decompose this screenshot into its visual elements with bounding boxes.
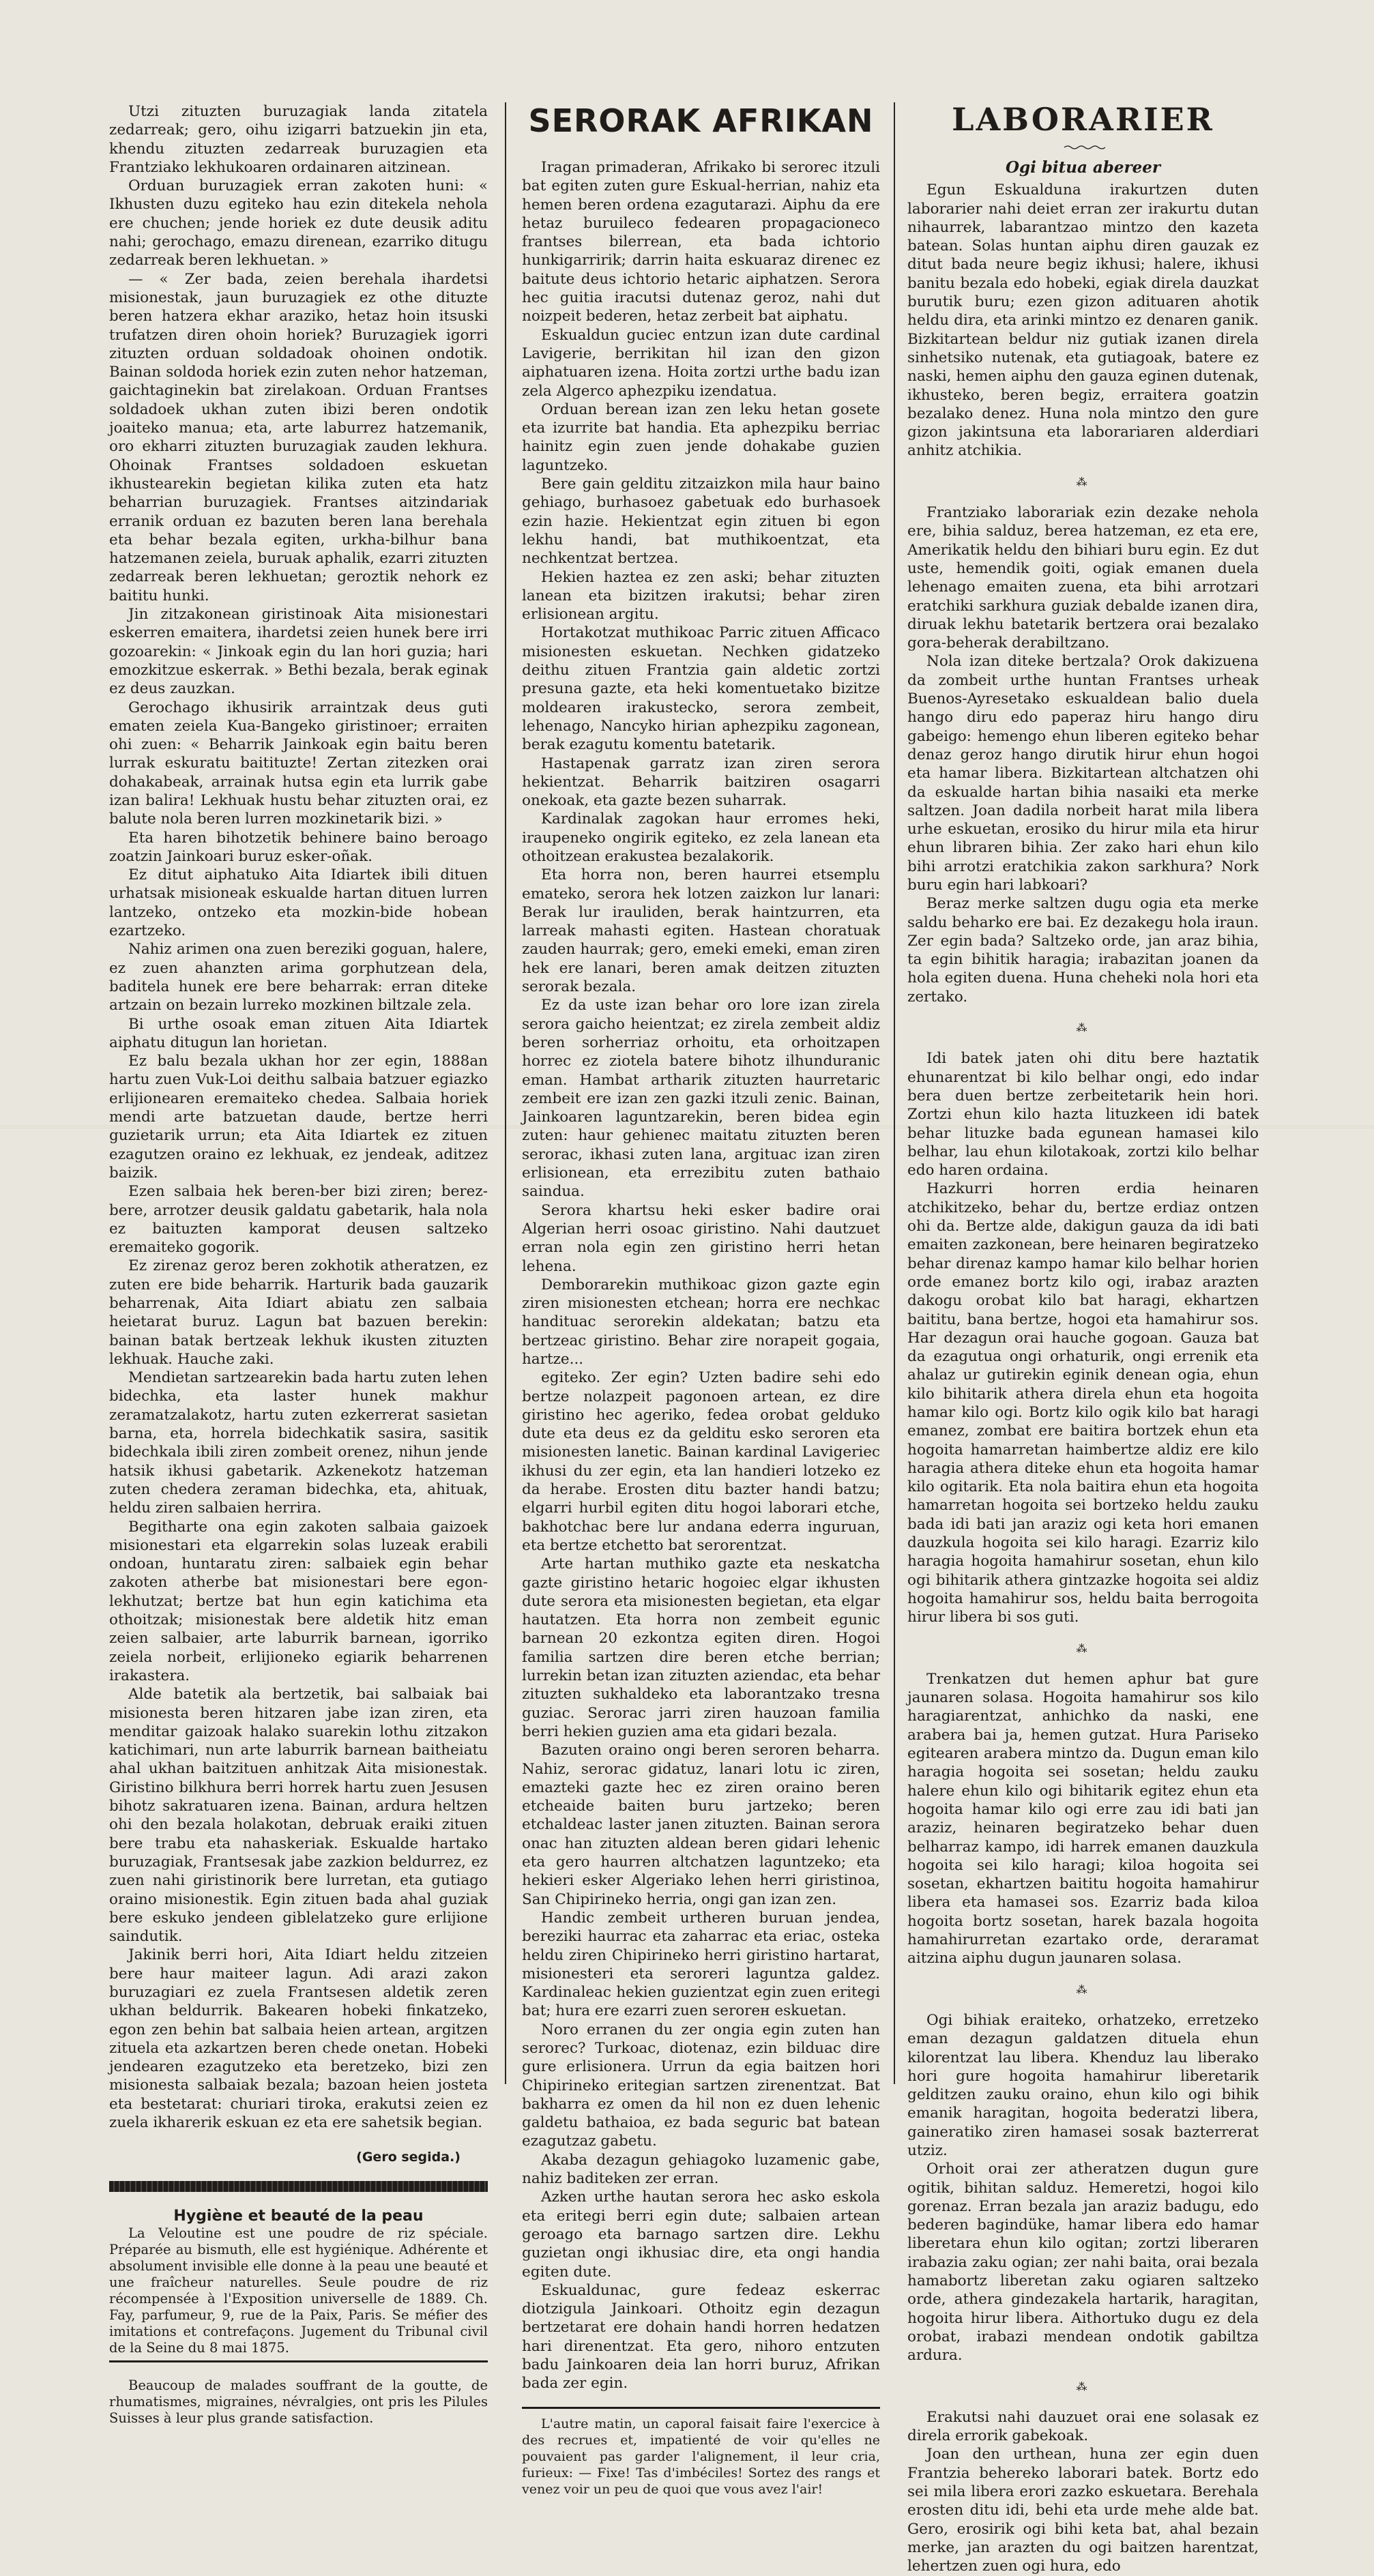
paragraph: Ez balu bezala ukhan hor zer egin, 1888an hartu zuen Vuk-Loi deithu salbaia batzuer egiazko erlijionearen eremaiteko chedea. Salbaia horiek mendi arte batzuetan daude, bertze herri guzietarik urrun; eta Aita Idiartek ez zituen ezagutzen oraino ez lekhuak, ez jendeak, aditzez baizik. xyxy=(109,1053,488,1182)
paragraph: egiteko. Zer egin? Uzten badire sehi edo bertze nolazpeit pagonoen artean, ez dire giristino hec ageriko, fedea orobat gelduko dute eta deus ez da gelditu esko seroren eta misionesten lanetic. Bainan kardinal Lavigeriec ikhusi du zer egin, eta lan handieri lotzeko ez da herabe. Erosten ditu bazter handi batzu; elgarri hurbil egiten ditu hogoi laborari etche, bakhotchac bere lur andana ederra inguruan, eta bertze etchetto bat serorentzat. xyxy=(522,1369,880,1554)
paragraph: Bere gain gelditu zitzaizkon mila haur baino gehiago, burhasoez gabetuak edo burhasoek ezin hazie. Hekientzat egin zituen bi egon lekhu handi, bat muthikoentzat, eta nechkentzat bertzea. xyxy=(522,475,880,568)
paragraph: Serora khartsu heki esker badire orai Algerian herri osoac giristino. Nahi dautzuet erran nola egin zen giristino herri hetan lehena. xyxy=(522,1201,880,1275)
paragraph: Hortakotzat muthikoac Parriс zituen Afficaco misionesten eskuetan. Nechken gidatzeko deithu zituen Frantzia gain aldetic zortzi presuna gazte, eta heki komentuetako bizitze moldearen irakustecko, serora zembeit, lehenago, Nancyko hirian aphezpiku zagonean, berak ezagutu komentu batetarik. xyxy=(522,624,880,754)
column-left-paragraphs xyxy=(109,102,488,2132)
paragraph: Hekien haztea ez zen aski; behar zituzten lanean eta bizitzen irakutsi; behar ziren erlisionean argitu. xyxy=(522,568,880,624)
paragraph: Ez zirenaz geroz beren zokhotik atheratzen, ez zuten ere bide beharrik. Harturik bada gauzarik beharrenak, Aita Idiart abiatu zen salbaia heietarat buruz. Lagun bat bazuen berekin: bainan batak bertzeak lekhuk ikusten zituzten lekhuak. Hauche zaki. xyxy=(109,1257,488,1368)
column-right xyxy=(907,158,1259,2576)
asterism-5: ⁂ xyxy=(1076,2380,1090,2393)
column-middle xyxy=(522,158,880,2498)
asterism-1: ⁂ xyxy=(1076,475,1090,488)
paragraph: — « Zer bada, zeien berehala ihardetsi misionestak, jaun buruzagiek ez othe dituzte beren hatzera ekhar araziko, hetaz hoin itsuski trufatzen diren ohoin horiek? Buruzagiek igorri zituzten orduan soldadoak ohoinen ondotik. Bainan soldoda horiek ezin zuten nehor hatzeman, gaichtaginekin bat zirelakoan. Orduan Frantses soldadoek ukhan zuten ibizi beren ondotik joaiteko manua; eta, arte laburrez hatzemanik, oro ekharri zituzten buruzagiak zauden lekhura. Ohoinak Frantses soldadoen eskuetan ikhustearekin begietan kilika zuten eta hatz beharrian buruzagiek. Frantses aitzindariak erranik orduan ez bazuten beren lana berehala eta behar bezala egiten, urkha-bilhur bana hatzemanen zeiela, buruak aphalik, ezarri zituzten zedarreak beren lekhuetan; geroztik nehork ez baititu hunki. xyxy=(109,270,488,604)
paragraph: Orhoit orai zer atheratzen dugun gure ogitik, bihitan salduz. Hemeretzi, hogoi kilo gorenaz. Erran bezala jan araziz badugu, edo bederen bagindüke, hamar libera edo hamar liberetara ehun kilo ogitan; zortzi liberaren irabazia zaku ogian; zer nahi baita, orai bezala hamabortz liberetan zaku ogiaren saltzeko orde, athera gindezakela hartarik, haragitan, hogoita hirur libera. Aithortuko dugu ez dela orobat, irabazi mendean ondotik gabiltza ardura. xyxy=(907,2161,1259,2365)
section-6 xyxy=(907,2408,1259,2576)
anecdote-text: L'autre matin, un caporal faisait faire l'exercice à des recrues et, impatienté de voir qu'elles ne pouvaient pas garder l'alignement, il leur cria, furieux: — Fixe! Tas d'imbéciles! Sortez des rangs et venez voir un peu de quoi que vous avez l'air! xyxy=(522,2416,880,2497)
paragraph: Hastapenak garratz izan ziren serora hekientzat. Beharrik baitziren osagarri onekoak, eta gazte bezen suharrak. xyxy=(522,755,880,810)
column-middle-paragraphs xyxy=(522,158,880,2393)
paragraph: Iragan primaderan, Afrikako bi serorec itzuli bat egiten zuten gure Eskual-herrian, nahiz eta hemen beren ordena ezagutarazi. Aiphu da ere hetaz buruileco fedearen propagacioneco frantses bilerrean, eta bada ichtorio hunkigarririk; darrin haita eskuaraz direnec ez baitute deus ichtorio hetaric aiphatzen. Serora hec guitia iracutsi dutenaz geroz, nahi dut noizpeit bederen, hetaz zerbeit bat aiphatu. xyxy=(522,159,880,325)
asterism-4: ⁂ xyxy=(1076,1982,1090,1996)
paragraph: Bazuten oraino ongi beren seroren beharra. Nahiz, serorac gidatuz, lanari lotu ic ziren, emazteki gazte hec ez ziren oraino beren etcheaide baiten buru jartzeko; beren etchaldeac laster janen zituzten. Bainan serora onac han zituzten aldean beren gidari lehenic eta gero haurren altchatzen laguntzeko; eta hekieri esker Algeriako lehen herri giristinoa, San Chipirineko herria, ongi gan izan zen. xyxy=(522,1742,880,1908)
continued-notice: (Gero segida.) xyxy=(356,2150,461,2165)
paragraph: Gerochago ikhusirik arraintzak deus guti ematen zeiela Kua-Bangeko giristinoer; erraiten ohi zuen: « Beharrik Jainkoak egin baitu beren lurrak eskuratu baitituzte! Zertan zitezken orai dohakabeak, arrainak hutsa egin eta lurrik gabe izan balira! Lekhuak hustu behar zituzten orai, ez balute nola beren lurren mozkinetarik bizi. » xyxy=(109,699,488,828)
paragraph: Ez ditut aiphatuko Aita Idiartek ibili dituen urhatsak misioneak eskualde hartan dituen lurren lantzeko, ontzeko eta mozkin-bide hobean ezartzeko. xyxy=(109,866,488,940)
paragraph: Akaba dezagun gehiagoko luzamenic gabe, nahiz baditeken zer erran. xyxy=(522,2151,880,2188)
paragraph: Nahiz arimen ona zuen bereziki goguan, halere, ez zuen ahanzten arima gorphutzean dela, baditela hunek ere bere beharrak: erran ditekе artzain on bezain lurreko mozkinen biltzale zela. xyxy=(109,941,488,1014)
column-rule-left xyxy=(505,102,506,2084)
paragraph: Eta haren bihotzetik behinere baino beroago zoatzin Jainkoari buruz esker-oñak. xyxy=(109,829,488,865)
section-4 xyxy=(907,1670,1259,1968)
article-subheading: Ogi bitua abereer xyxy=(1005,158,1161,177)
paragraph: Erakutsi nahi dauzuet orai ene solasak ez direla errorik gabekoak. xyxy=(907,2408,1259,2445)
paragraph: Hazkurri horren erdia heinaren atchikitzeko, behar du, bertze erdiaz ontzen ohi da. Bertze alde, dakigun gauza da idi bati emaiten zazkonean, bere heinaren begiratzeko behar direnaz kampo hamar kilo belhar horien orde emanez bortz kilo ogi, irabaz arazten dakogu orobat kilo bat haragi, ekhartzen baititu, bana bertze, hogoi eta hamahirur sos. Har dezagun orai hauche gogoan. Gauza bat da ezagutua ongi orhaturik, ongi errenik eta ahalaz ur gutirekin eginik denean ogia, ehun kilo bihitarik athera direla ehun eta hogoita hamar kilo ogi. Bortz kilo ogik kilo bat haragi emanez, zombat ere baitira bortzek ehun eta hogoita hamarretan haimbertze aldiz ere kilo haragia athera ditekе ehun eta hogoita hamar kilo ogitarik. Eta nola baitira ehun eta hogoita hamarretan hogoita sei bortzeko heldu zauku bada idi bati jan araziz ogi keta hori emanen dauzkula hogoita sei kilo haragi. Ezarriz kilo haragia hogoita hamahirur sosetan, ehun kilo ogi bihitarik athera gintzazke hogoita sei aldiz hogoita hamahirur sos, heldu baita berrogoita hirur libera bi sos guti. xyxy=(907,1180,1259,1626)
paragraph: Alde batetik ala bertzetik, bai salbaiak bai misionesta beren hitzaren jabe izan ziren, eta menditar gaizoak halako suarekin lothu zitzakon katichimari, nun arte laburrik barnean baitheiatu ahal ukhan baitzituen anhitzak Aita misionestak. Giristino bilkhura berri horrek hartu zuen Jesusen bihotz sakratuaren izena. Bainan, ardura heltzen ohi den bezala holakotan, debruak eraiki zituen bere trabu eta nahaskeriak. Eskualde hartako buruzagiak, Frantsesak jabe zazkion beldurrez, ez zuen nahi giristinorik bere lurretan, eta gutiago oraino misionestik. Egin zituen bada ahal guziak bere eskuko jendeen giblelatzeko gure erlijione saindutik. xyxy=(109,1686,488,1946)
paragraph: Frantziako laborariak ezin dezake nehola ere, bihia salduz, berea hatzeman, ez eta ere, Amerikatik heldu den bihiari buru egin. Ez dut uste, hemendik goiti, ogiak emanen duela lehenago emaiten zuena, eta bihi arrotzari eratchiki sarkhura guziak debalde izanen dira, diruak lekhu batetarik bertzera orai bezalako gora-beherak derabiltzano. xyxy=(907,504,1259,652)
paragraph: Egun Eskualduna irakurtzen duten laborarier nahi deiet erran zer irakurtu dutan nihaurrek, labarantzao mintzo den kazeta batean. Solas huntan aiphu diren gauzak ez ditut bada neure begiz ikhusi; halere, ikhusi banitu bezala edo hobeki, egiak direla dauzkat burutik buru; ezen gizon adituaren ahotik heldu dira, eta arinki mintzo ez denaren ganik. Bizkitartean beldur niz gutiak izanen direla sinhetsiko nutenak, eta gutiagoak, batere ez naski, hemen aiphu den gauza eginen dutenak, ikhusteko, beren begiz, erraitera goatzin bezalako denez. Huna nola mintzo den gure gizon jakintsuna eta laborariaren alderdiari anhitz atchikia. xyxy=(907,181,1259,460)
paragraph: Eskualdunac, gure fedeaz eskerrac diotzigula Jainkoari. Othoitz egin dezagun bertzetarat ere dohain handi horren hedatzen hari direnentzat. Eta gero, nihoro entzuten badu Jainkoaren deia lan horri buruz, Afrikan bada zer egin. xyxy=(522,2281,880,2392)
paragraph: Kardinalak zagokan haur erromes heki, iraupeneko ongirik egiteko, ez zela lanean eta othoitzean erakustea bezalakorik. xyxy=(522,810,880,865)
paragraph: Jin zitzakonean giristinoak Aita misionestari eskerren emaitera, ihardetsi zeien hunek bere irri gozoarekin: « Jinkoak egin du lan hori guzia; hari emozkitzue eskerrak. » Bethi bezala, berak eginak ez deus zauzkan. xyxy=(109,606,488,698)
paragraph: Orduan berean izan zen leku hetan gosete eta izurrite bat handia. Eta aphezpiku berriac hainitz egin zuen jende dohakabe guzien laguntzeko. xyxy=(522,400,880,474)
paragraph: Eta horra non, beren haurrei etsemplu emateko, serora hek lotzen zaizkon lur lanari: Berak lur irauliden, berak haintzurren, eta larreak mahasti egiten. Hastean choratuak zauden haurrak; gero, emeki emeki, eman ziren hek ere lanari, beren amak deitzen zituzten serorak bezala. xyxy=(522,866,880,996)
article-heading-serorak: SERORAK AFRIKAN xyxy=(528,102,874,139)
section-3 xyxy=(907,1049,1259,1626)
paragraph: Begitharte ona egin zakoten salbaia gaizoek misionestari eta elgarrekin solas luzeak erabili ondoan, huntaratu ziren: salbaiek egin behar zakoten atherbe bat misionestari bere egon-lekhutzat; bertze bat hun egin katichima eta othoitzak; misionestak bere aldetik hitz eman zeien salbaier, arte laburrik barnean, igorriko zeiela norbeit, erlijioneko egiarik beharrenen irakastera. xyxy=(109,1518,488,1684)
heavy-separator xyxy=(109,2181,488,2192)
paragraph: Bi urthe osoak eman zituen Aita Idiartek aiphatu ditugun lan horietan. xyxy=(109,1015,488,1051)
paragraph: Idi batek jaten ohi ditu bere haztatik ehunarentzat bi kilo belhar ongi, edo indar bera duen bertze zerbeitetarik hein hori. Zortzi ehun kilo hazta lituzkeen idi batek behar lituzke bada egunean hamasei kilo belhar, lau ehun kilotakoak, zortzi kilo belhar edo haren ordaina. xyxy=(907,1050,1259,1180)
paragraph: Jakinik berri hori, Aita Idiart heldu zitzeien bere haur maiteer lagun. Adi arazi zakon buruzagiari ez zuela Frantsesen aldetik zeren ukhan beldurrik. Bakearen hobeki finkatzeko, egon zen behin bat salbaia heien artean, argitzen zituela eta azkartzen beren chede onetan. Hobeki jendearen ezagutzeko eta beretzeko, bizi zen misionesta salbaiak bezala; bazoan heien josteta eta bestetarat: churiari tiroka, erakutsi zeien ez zuela ikharerik eskuan ez eta ere sahetsik begian. xyxy=(109,1946,488,2132)
paragraph: Joan den urthean, huna zer egin duen Frantzia behereko laborari batek. Bortz edo sei mila libera erori zazko eskuetara. Berehala erosten ditu idi, behi eta urde mehe alde bat. Gero, erosirik ogi bihi keta bat, ahal bezain merke, jan arazten du ogi baitzen harentzat, lehertzen zuen ogi hura, edo xyxy=(907,2446,1259,2575)
paragraph: Arte hartan muthiko gazte eta neskatcha gazte giristino hetaric hogoiec elgar ikhusten dute serora eta misionesten begietan, eta elgar hautatzen. Eta horra non zembeit egunic barnean 20 ezkontza egiten diren. Hogoi familia sartzen dire beren etche berrian; lurrekin betan izan zituzten aziendac, eta behar zituzten sukhaldeko eta laborantzako tresna guziac. Serorac jarri ziren hauzoan familia berri hekien guzien ama eta gidari bezala. xyxy=(522,1555,880,1740)
paragraph: Trenkatzen dut hemen aphur bat gure jaunaren solasa. Hogoita hamahirur sos kilo haragiarentzat, anhichko da naski, ene arabera bai ja, hemen gutzat. Hura Pariseko egitearen arabera mintzo da. Dugun eman kilo haragia hogoita sei sosetan; heldu zauku halere ehun kilo ogi bihitarik egitez ehun eta hogoita hamar kilo ogi erre zau idi bati jan araziz, heinaren begiratzeko behar duen belharraz kampo, idi harrek emanen dauzkula hogoita sei kilo haragi; kiloa hogoita sei sosetan, ekhartzen baititu hogoita hamahirur libera eta hamasei sos. Ezarriz bada kiloa hogoita bortz sosetan, harek bazala hogoita hamahirurretan ezartako orde, deraramat aitzina aiphu dugun jaunaren solasa. xyxy=(907,1670,1259,1967)
paragraph: Utzi zituzten buruzagiak landa zitatela zedarreak; gero, oihu izigarri batzuekin jin eta, khendu zituzten zedarreak buruzagien eta Frantziako lekhukoaren ordainaren aitzinean. xyxy=(109,103,488,176)
asterism-2: ⁂ xyxy=(1076,1021,1090,1035)
section-5 xyxy=(907,2011,1259,2365)
column-left xyxy=(109,102,488,2427)
paragraph: Handic zembeit urtheren buruan jendea, bereziki haurrac eta zaharrac eta eriac, osteka heldu ziren Chipirineko herri giristino hartarat, misionesteri eta seroreri laguntza galdez. Kardinaleac hekien guzientzat egin zuen eritegi bat; hura ere ezarri zuen serorен eskuetan. xyxy=(522,1909,880,2020)
paragraph: Eskualdun guciec entzun izan dute cardinal Lavigerie, berrikitan hil izan den gizon aiphatuaren izena. Hoita zortzi urthe badu izan zela Algerco aphezpiku izendatua. xyxy=(522,326,880,400)
section-2 xyxy=(907,503,1259,1006)
ad-text: La Veloutine est une poudre de riz spéciale. Préparée au bismuth, elle est hygiénique. Adhérente et absolument invisible elle donne à la peau une beauté et une fraîcheur naturelles. Seule poudre de riz récompensée à l'Exposition universelle de 1889. Ch. Fay, parfumeur, 9, rue de la Paix, Paris. Se méfier des imitations et contrefaçons. Jugement du Tribunal civil de la Seine du 8 mai 1875. xyxy=(109,2225,488,2356)
paragraph: Demborarekin muthikoac gizon gazte egin ziren misionesten etchean; horra ere nechkac handituac serorekin aldekatan; batzu eta bertzeac giristino. Behar zire norapeit gogaia, hartze... xyxy=(522,1276,880,1368)
thin-separator xyxy=(109,2360,488,2362)
paragraph: Orduan buruzagiek erran zakoten huni: « Ikhusten duzu egiteko hau ezin ditekela nehola ere chuchen; jende horiek ez dute deusik aditu nahi; gerochago, emazu direnean, ezarriko ditugu zedarreak beren lekhuetan. » xyxy=(109,177,488,269)
paragraph: Ogi bihiak eraiteko, orhatzeko, erretzeko eman dezagun galdatzen dituela ehun kilorentzat lau libera. Khenduz lau liberako hori gure hogoita hamahirur liberetarik gelditzen zauku oraino, ehun kilo ogi bihik emanik haragitan, hogoita bederatzi libera, gaineratiko ziren hamasei sosak bazterrerat utziz. xyxy=(907,2011,1259,2159)
ornament-icon xyxy=(1064,145,1105,150)
asterism-3: ⁂ xyxy=(1076,1641,1090,1655)
paragraph: Ezen salbaia hek beren-ber bizi ziren; berez-bere, arrotzer deusik galdatu gabetarik, hala nola ez baituzten kamporat deusen saltzeko eremaiteko gogorik. xyxy=(109,1183,488,1257)
paragraph: Nola izan diteke bertzala? Orok dakizuena da zombeit urthe huntan Frantses urheak Buenos-Ayresetako eskualdean balio duela hango diru edo paperaz hiru hango diru gabeigo: hemengo ehun liberen egiteko behar denaz geroz hango dirutik hirur ehun hogoi eta hamar libera. Bizkitartean altchatzen ohi da eskualde hartan bihia nasaiki eta merke saltzen. Joan dadila norbeit harat mila libera urhe eskuetan, erosiko du hirur mila eta hirur ehun libraren bihia. Zer zako hari ehun kilo bihi arrotzi eratchikia zakon sarkhura? Nork buru egin hari labkoari? xyxy=(907,653,1259,894)
paragraph: Beraz merke saltzen dugu ogia eta merke saldu beharko ere bai. Ez dezakegu hola iraun. Zer egin bada? Saltzeko orde, jan araz bihia, ta egin bihitik haragia; irabazitan joanen da hola egiten duena. Huna cheheki nola hori eta zertako. xyxy=(907,895,1259,1006)
paragraph: Azken urthe hautan serora hec asko eskola eta eritegi berri egin dute; salbaien artean geroago eta barnago sartzen dire. Lekhu guzietan ongi ikhusiac dire, eta ongi handia egiten dute. xyxy=(522,2189,880,2281)
column-rule-right xyxy=(894,102,895,2084)
ad-text-pills: Beaucoup de malades souffrant de la goutte, de rhumatismes, migraines, névralgies, ont pris les Pilules Suisses à leur plus grande satisfaction. xyxy=(109,2377,488,2426)
paragraph: Mendietan sartzearekin bada hartu zuten lehen bidechka, eta laster hunek makhur zeramatzalakotz, hartu zuten ezkerrerat sasietan barna, eta, horrela bidechkatik sasira, sasitik bidechkala ibili ziren zombeit orenez, nihun jende hatsik ikhusi gabetarik. Azkenekotz hatzeman zuten chedera zeraman bidechka, eta, ahituak, heldu ziren salbaien herrira. xyxy=(109,1369,488,1517)
anecdote-box xyxy=(522,2407,880,2498)
ad-title: Hygiène et beauté de la peau xyxy=(173,2207,424,2225)
paragraph: Ez da uste izan behar oro lore izan zirela serora gaicho heientzat; ez zirela zembeit aldiz beren sorherriaz orhoitu, eta orhoitzapen horrec ez ziotela batere bihotz ilhunduranic eman. Hambat artharik zituzten haurretaric zembeit ere izan zen gazki itzuli zenic. Bainan, Jainkoaren laguntzarekin, beren bidea egin zuten: haur gehienec maitatu zituzten beren serorac, ikhasi zuten lana, argituac izan ziren erlisionean, eta errezibitu zuten bathaio saindua. xyxy=(522,997,880,1201)
section-1 xyxy=(907,181,1259,460)
paragraph: Noro erranen du zer ongia egin zuten han serorec? Turkoac, diotenaz, ezin bilduac dire gure erlisionera. Urrun da egia baitzen hori Chipirineko eritegian sartzen zirenentzat. Bat bakharra ez omen da hil non ez duen lehenic galdetu bathaioa, ez bada seguric bat batean ezagutzaz gabetu. xyxy=(522,2021,880,2150)
article-heading-laborarier: LABORARIER xyxy=(952,101,1214,138)
